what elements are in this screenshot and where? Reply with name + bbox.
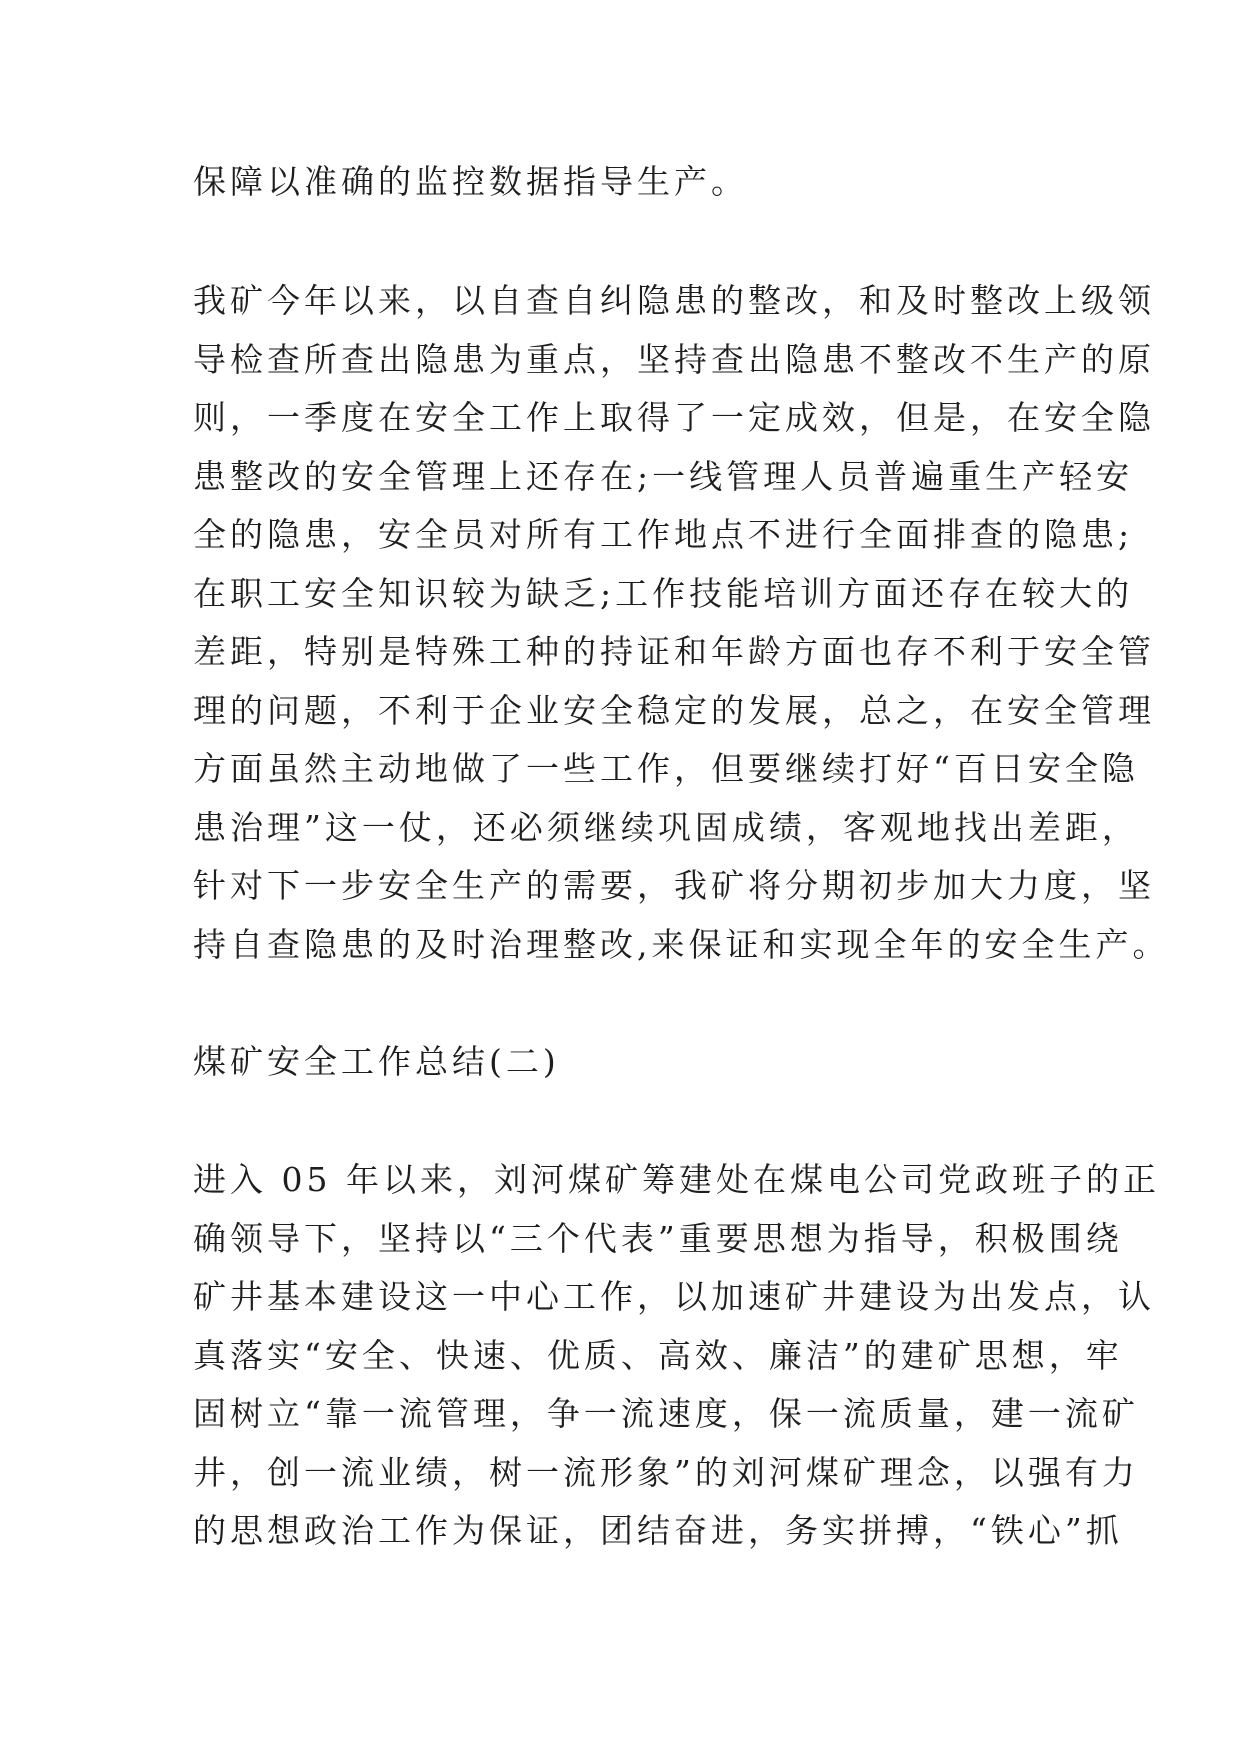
text-line: 矿井基本建设这一中心工作，以加速矿井建设为出发点，认 <box>193 1277 1155 1316</box>
paragraph-1 <box>193 153 1073 212</box>
text-line: 全的隐患，安全员对所有工作地点不进行全面排查的隐患; <box>193 515 1134 554</box>
text-line: 在职工安全知识较为缺乏;工作技能培训方面还存在较大的 <box>193 573 1134 613</box>
text-line: 则，一季度在安全工作上取得了一定成效，但是，在安全隐 <box>193 398 1155 437</box>
text-line: 真落实“安全、快速、优质、高效、廉洁”的建矿思想，牢 <box>193 1335 1123 1375</box>
text-line: 导检查所查出隐患为重点，坚持查出隐患不整改不生产的原 <box>193 339 1155 379</box>
text-line: 持自查隐患的及时治理整改,来保证和实现全年的安全生产。 <box>193 924 1170 964</box>
text-line: 井，创一流业绩，树一流形象”的刘河煤矿理念，以强有力 <box>193 1452 1139 1492</box>
text-line: 确领导下，坚持以“三个代表”重要思想为指导，积极围绕 <box>193 1218 1123 1258</box>
paragraph-3 <box>193 1151 1160 1561</box>
section-heading <box>193 1033 1073 1092</box>
text-line: 理的问题，不利于企业安全稳定的发展，总之，在安全管理 <box>193 690 1155 730</box>
text-line: 保障以准确的监控数据指导生产。 <box>193 162 748 201</box>
text-line: 固树立“靠一流管理，争一流速度，保一流质量，建一流矿 <box>193 1394 1139 1433</box>
heading-text: 煤矿安全工作总结(二) <box>193 1042 560 1081</box>
text-line: 针对下一步安全生产的需要，我矿将分期初步加大力度，坚 <box>193 866 1155 905</box>
paragraph-2 <box>193 272 1170 974</box>
text-line: 的思想政治工作为保证，团结奋进，务实拼搏，“铁心”抓 <box>193 1511 1123 1550</box>
text-line: 我矿今年以来，以自查自纠隐患的整改，和及时整改上级领 <box>193 281 1155 320</box>
text-line: 进入 05 年以来，刘河煤矿筹建处在煤电公司党政班子的正 <box>193 1160 1160 1199</box>
text-line: 方面虽然主动地做了一些工作，但要继续打好“百日安全隐 <box>193 749 1139 788</box>
text-line: 患治理”这一仗，还必须继续巩固成绩，客观地找出差距， <box>193 807 1139 847</box>
text-line: 差距，特别是特殊工种的持证和年龄方面也存不利于安全管 <box>193 632 1155 671</box>
text-line: 患整改的安全管理上还存在;一线管理人员普遍重生产轻安 <box>193 456 1134 496</box>
